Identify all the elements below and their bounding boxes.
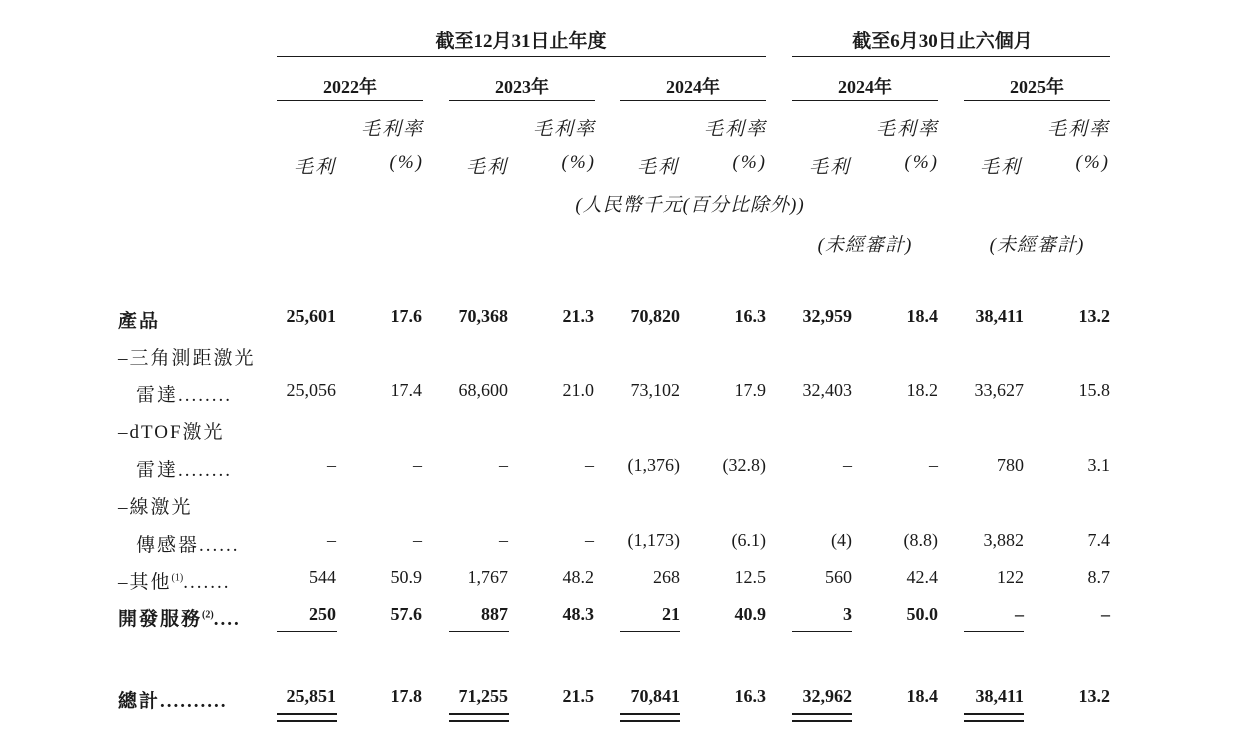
table-cell-total: 71,255 <box>458 686 508 706</box>
col-header-gross-profit: 毛利 <box>465 157 508 178</box>
row-label-triangulation-cont: 雷達........ <box>136 385 233 406</box>
table-cell-dev-services: 40.9 <box>734 604 766 624</box>
col-header-margin-unit: (%) <box>1075 152 1110 173</box>
table-cell-dtof: – <box>327 455 336 475</box>
currency-note: (人民幣千元(百分比除外)) <box>575 195 805 216</box>
table-cell-total: 17.8 <box>390 686 422 706</box>
table-cell-products: 16.3 <box>734 306 766 326</box>
total-double-underline <box>277 713 337 722</box>
table-cell-total: 21.5 <box>562 686 594 706</box>
table-cell-triangulation: 32,403 <box>802 380 852 400</box>
table-cell-others: 1,767 <box>467 567 508 587</box>
table-cell-others: 268 <box>653 567 680 587</box>
table-cell-triangulation: 18.2 <box>906 380 938 400</box>
row-label-total: 總計.......... <box>118 691 228 712</box>
table-cell-dtof: (1,376) <box>627 455 680 475</box>
row-label-dtof-cont: 雷達........ <box>136 460 233 481</box>
table-cell-triangulation: 33,627 <box>974 380 1024 400</box>
row-label-dev-services: 開發服務$^{(2)}$.... <box>118 609 241 630</box>
table-cell-dev-services: 3 <box>843 604 852 624</box>
table-cell-dtof: – <box>585 455 594 475</box>
table-cell-line-laser: (6.1) <box>731 530 766 550</box>
table-cell-dtof: – <box>499 455 508 475</box>
table-cell-dev-services: – <box>1101 604 1110 624</box>
group-header-interim: 截至6月30日止六個月 <box>852 31 1033 52</box>
col-header-margin-unit: (%) <box>904 152 939 173</box>
subtotal-underline <box>792 631 852 632</box>
table-cell-products: 32,959 <box>802 306 852 326</box>
table-cell-triangulation: 21.0 <box>562 380 594 400</box>
year-underline <box>620 100 766 101</box>
total-double-underline <box>449 713 509 722</box>
table-cell-triangulation: 25,056 <box>286 380 336 400</box>
group-underline-interim <box>792 56 1110 57</box>
year-underline <box>792 100 938 101</box>
table-cell-triangulation: 73,102 <box>630 380 680 400</box>
col-header-gross-profit: 毛利 <box>808 157 851 178</box>
year-header-2022: 2022年 <box>323 77 377 97</box>
table-cell-dtof: (32.8) <box>722 455 766 475</box>
table-cell-others: 544 <box>309 567 336 587</box>
table-cell-total: 32,962 <box>802 686 852 706</box>
table-cell-others: 42.4 <box>906 567 938 587</box>
row-label-line-laser-cont: 傳感器...... <box>136 535 240 556</box>
total-double-underline <box>620 713 680 722</box>
year-header-2024-interim: 2024年 <box>838 77 892 97</box>
table-cell-line-laser: (8.8) <box>903 530 938 550</box>
table-cell-products: 13.2 <box>1078 306 1110 326</box>
group-header-annual: 截至12月31日止年度 <box>435 31 607 52</box>
table-cell-line-laser: (4) <box>831 530 852 550</box>
subtotal-underline <box>620 631 680 632</box>
table-cell-triangulation: 17.4 <box>390 380 422 400</box>
table-cell-line-laser: – <box>413 530 422 550</box>
subtotal-underline <box>277 631 337 632</box>
table-cell-dev-services: 50.0 <box>906 604 938 624</box>
table-cell-line-laser: 3,882 <box>983 530 1024 550</box>
table-cell-products: 70,368 <box>458 306 508 326</box>
table-cell-products: 38,411 <box>975 306 1024 326</box>
table-cell-dev-services: – <box>1015 604 1024 624</box>
table-cell-others: 48.2 <box>562 567 594 587</box>
col-header-margin: 毛利率 <box>532 119 596 140</box>
table-cell-total: 25,851 <box>286 686 336 706</box>
year-header-2023: 2023年 <box>495 77 549 97</box>
table-cell-products: 70,820 <box>630 306 680 326</box>
table-cell-dtof: – <box>843 455 852 475</box>
col-header-margin-unit: (%) <box>389 152 424 173</box>
col-header-gross-profit: 毛利 <box>293 157 336 178</box>
row-label-products: 產品 <box>118 311 161 332</box>
table-cell-dev-services: 21 <box>662 604 680 624</box>
table-cell-triangulation: 15.8 <box>1078 380 1110 400</box>
table-cell-total: 13.2 <box>1078 686 1110 706</box>
total-double-underline <box>792 713 852 722</box>
table-cell-line-laser: – <box>585 530 594 550</box>
table-cell-dtof: 3.1 <box>1087 455 1110 475</box>
year-underline <box>964 100 1110 101</box>
table-cell-others: 122 <box>997 567 1024 587</box>
table-cell-others: 50.9 <box>390 567 422 587</box>
table-cell-triangulation: 17.9 <box>734 380 766 400</box>
table-cell-triangulation: 68,600 <box>458 380 508 400</box>
row-label-others: –其他$^{(1)}$....... <box>118 572 231 593</box>
row-label-line-laser: –線激光 <box>118 497 193 518</box>
table-cell-dev-services: 887 <box>481 604 508 624</box>
table-cell-dev-services: 57.6 <box>390 604 422 624</box>
table-cell-products: 18.4 <box>906 306 938 326</box>
year-underline <box>449 100 595 101</box>
table-cell-products: 17.6 <box>390 306 422 326</box>
subtotal-underline <box>964 631 1024 632</box>
col-header-margin: 毛利率 <box>875 119 939 140</box>
table-cell-others: 8.7 <box>1087 567 1110 587</box>
table-cell-dtof: – <box>413 455 422 475</box>
col-header-margin-unit: (%) <box>561 152 596 173</box>
table-cell-total: 18.4 <box>906 686 938 706</box>
row-label-triangulation: –三角測距激光 <box>118 348 256 369</box>
table-cell-dtof: – <box>929 455 938 475</box>
col-header-gross-profit: 毛利 <box>979 157 1022 178</box>
table-cell-total: 70,841 <box>630 686 680 706</box>
table-cell-dtof: 780 <box>997 455 1024 475</box>
table-cell-line-laser: (1,173) <box>627 530 680 550</box>
subtotal-underline <box>449 631 509 632</box>
year-underline <box>277 100 423 101</box>
table-cell-others: 560 <box>825 567 852 587</box>
table-cell-total: 38,411 <box>975 686 1024 706</box>
row-label-dtof: –dTOF激光 <box>118 422 225 443</box>
table-cell-products: 21.3 <box>562 306 594 326</box>
table-cell-others: 12.5 <box>734 567 766 587</box>
unaudited-note-2024: (未經審計) <box>817 235 913 256</box>
year-header-2024: 2024年 <box>666 77 720 97</box>
table-cell-products: 25,601 <box>286 306 336 326</box>
col-header-margin: 毛利率 <box>1046 119 1110 140</box>
table-cell-total: 16.3 <box>734 686 766 706</box>
table-cell-line-laser: – <box>327 530 336 550</box>
table-cell-dev-services: 250 <box>309 604 336 624</box>
col-header-margin: 毛利率 <box>360 119 424 140</box>
col-header-gross-profit: 毛利 <box>636 157 679 178</box>
col-header-margin-unit: (%) <box>732 152 767 173</box>
total-double-underline <box>964 713 1024 722</box>
table-cell-line-laser: 7.4 <box>1087 530 1110 550</box>
year-header-2025-interim: 2025年 <box>1010 77 1064 97</box>
table-cell-dev-services: 48.3 <box>562 604 594 624</box>
col-header-margin: 毛利率 <box>703 119 767 140</box>
group-underline-annual <box>277 56 766 57</box>
table-cell-line-laser: – <box>499 530 508 550</box>
unaudited-note-2025: (未經審計) <box>989 235 1085 256</box>
